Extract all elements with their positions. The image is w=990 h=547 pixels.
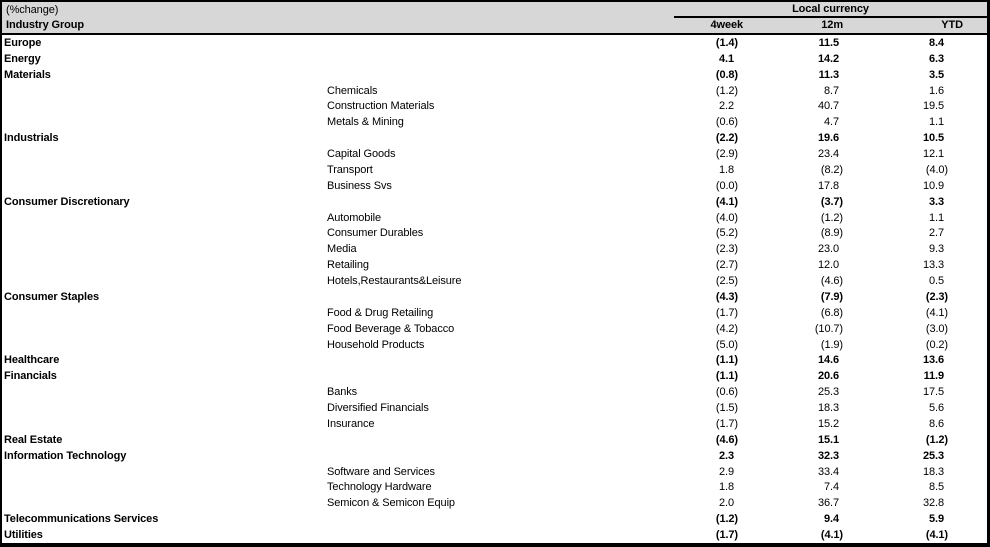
subgroup-cell: Software and Services [327,465,435,478]
value-12m: (4.6) [820,275,843,288]
value-4week: (0.0) [715,179,738,192]
value-ytd: 1.1 [929,116,944,129]
value-4week: (1.2) [715,84,738,97]
value-ytd: 25.3 [922,449,944,462]
table-row [2,51,987,67]
value-4week: (5.2) [715,227,738,240]
value-12m: (7.9) [820,290,843,303]
subgroup-cell: Technology Hardware [327,481,432,494]
value-12m: 8.7 [824,84,839,97]
value-4week: (1.1) [715,370,738,383]
value-4week: (4.0) [715,211,738,224]
value-4week: (0.8) [715,68,738,81]
table-row [2,416,987,432]
subgroup-cell: Food & Drug Retailing [327,306,434,319]
industry-group-cell: Europe [4,36,42,49]
subgroup-cell: Insurance [327,417,375,430]
subgroup-cell: Food Beverage & Tobacco [327,322,455,335]
subgroup-cell: Business Svs [327,179,392,192]
value-12m: (1.2) [820,211,843,224]
table-row [2,289,987,305]
subgroup-cell: Semicon & Semicon Equip [327,497,455,510]
value-12m: 14.2 [817,52,839,65]
column-header-12m: 12m [821,19,843,31]
value-12m: (8.2) [820,163,843,176]
value-ytd: (4.1) [925,529,948,542]
value-ytd: 1.1 [929,211,944,224]
table-row [2,527,987,543]
value-ytd: 8.4 [929,36,944,49]
value-ytd: 18.3 [922,465,944,478]
subgroup-cell: Chemicals [327,84,378,97]
value-ytd: 0.5 [929,275,944,288]
value-12m: 11.5 [818,36,839,49]
value-4week: (1.7) [715,417,738,430]
table-row [2,257,987,273]
table-row [2,337,987,353]
subgroup-cell: Diversified Financials [327,402,429,415]
table-row [2,511,987,527]
value-12m: 17.8 [817,179,839,192]
value-12m: 11.3 [818,68,839,81]
value-12m: 14.6 [817,354,839,367]
table-row [2,210,987,226]
industry-group-header: Industry Group [6,19,85,31]
value-ytd: 12.1 [922,148,944,161]
value-ytd: 17.5 [922,386,944,399]
value-4week: (2.2) [715,132,738,145]
value-12m: 18.3 [817,402,839,415]
value-12m: (8.9) [820,227,843,240]
value-12m: (4.1) [820,529,843,542]
table-header [2,2,987,35]
value-4week: 1.8 [719,163,734,176]
table-row [2,305,987,321]
subgroup-cell: Metals & Mining [327,116,404,129]
table-row [2,67,987,83]
value-ytd: 11.9 [923,370,944,383]
industry-group-cell: Real Estate [4,433,63,446]
value-4week: (1.2) [715,513,738,526]
value-ytd: 8.6 [929,417,944,430]
value-ytd: 2.7 [929,227,944,240]
industry-group-cell: Telecommunications Services [4,513,159,526]
value-4week: 2.9 [719,465,734,478]
value-4week: 4.1 [719,52,734,65]
industry-group-cell: Industrials [4,132,59,145]
table-row [2,194,987,210]
value-12m: 23.0 [817,243,839,256]
value-12m: 20.6 [817,370,839,383]
table-row [2,368,987,384]
table-row [2,241,987,257]
industry-group-cell: Utilities [4,529,43,542]
value-12m: 15.1 [817,433,839,446]
value-4week: (4.2) [715,322,738,335]
value-ytd: (4.0) [925,163,948,176]
subgroup-cell: Capital Goods [327,148,396,161]
percent-change-label: (%change) [6,4,59,16]
table-row [2,226,987,242]
value-ytd: 19.5 [922,100,944,113]
column-header-4week: 4week [710,19,743,31]
table-row [2,162,987,178]
value-4week: (1.7) [715,529,738,542]
value-12m: 23.4 [817,148,839,161]
table-row [2,178,987,194]
value-12m: 25.3 [817,386,839,399]
table-row [2,114,987,130]
table-row [2,464,987,480]
value-4week: (1.5) [715,402,738,415]
value-12m: (3.7) [820,195,843,208]
value-12m: 19.6 [817,132,839,145]
value-4week: 2.2 [719,100,734,113]
column-header-ytd: YTD [941,19,963,31]
industry-group-cell: Financials [4,370,57,383]
value-12m: (1.9) [820,338,843,351]
subgroup-cell: Media [327,243,357,256]
value-12m: 9.4 [824,513,839,526]
subgroup-cell: Automobile [327,211,382,224]
value-ytd: 9.3 [929,243,944,256]
value-12m: 32.3 [817,449,839,462]
value-4week: (2.7) [715,259,738,272]
value-ytd: 10.9 [922,179,944,192]
table-row [2,99,987,115]
value-12m: (6.8) [820,306,843,319]
local-currency-header: Local currency [792,3,869,15]
value-4week: (4.3) [715,290,738,303]
value-4week: (0.6) [715,386,738,399]
value-ytd: (0.2) [925,338,948,351]
table-row [2,384,987,400]
value-12m: 12.0 [817,259,839,272]
value-ytd: (3.0) [925,322,948,335]
subgroup-cell: Retailing [327,259,369,272]
value-4week: 2.0 [719,497,734,510]
industry-group-cell: Materials [4,68,51,81]
value-12m: 33.4 [817,465,839,478]
table-row [2,35,987,51]
table-body [2,35,987,543]
value-12m: 15.2 [817,417,839,430]
value-4week: (2.5) [715,275,738,288]
subgroup-cell: Transport [327,163,373,176]
subgroup-cell: Hotels,Restaurants&Leisure [327,275,462,288]
value-12m: 7.4 [824,481,839,494]
value-ytd: 6.3 [929,52,944,65]
value-ytd: 8.5 [929,481,944,494]
value-4week: (2.9) [715,148,738,161]
value-ytd: 3.5 [929,68,944,81]
table-row [2,400,987,416]
subgroup-cell: Consumer Durables [327,227,424,240]
table-row [2,353,987,369]
value-4week: 2.3 [719,449,734,462]
value-ytd: 5.6 [929,402,944,415]
value-12m: 4.7 [824,116,839,129]
value-4week: (0.6) [715,116,738,129]
value-4week: (5.0) [715,338,738,351]
subgroup-cell: Banks [327,386,358,399]
subgroup-cell: Construction Materials [327,100,435,113]
table-row [2,83,987,99]
table-row [2,480,987,496]
table-row [2,146,987,162]
table-row [2,321,987,337]
value-ytd: 32.8 [922,497,944,510]
value-ytd: 13.6 [922,354,944,367]
value-4week: (4.6) [715,433,738,446]
subgroup-cell: Household Products [327,338,425,351]
value-4week: (1.1) [715,354,738,367]
industry-group-cell: Information Technology [4,449,127,462]
value-ytd: (1.2) [925,433,948,446]
value-ytd: 3.3 [929,195,944,208]
table-row [2,432,987,448]
industry-group-cell: Healthcare [4,354,60,367]
value-ytd: 10.5 [922,132,944,145]
value-ytd: 1.6 [929,84,944,97]
table-row [2,273,987,289]
value-12m: 36.7 [817,497,839,510]
value-ytd: (4.1) [925,306,948,319]
industry-group-cell: Energy [4,52,41,65]
value-12m: (10.7) [814,322,843,335]
table-row [2,130,987,146]
currency-underline [674,16,987,18]
industry-group-cell: Consumer Staples [4,290,99,303]
value-4week: (2.3) [715,243,738,256]
value-ytd: (2.3) [925,290,948,303]
value-ytd: 5.9 [929,513,944,526]
value-12m: 40.7 [817,100,839,113]
value-4week: (1.4) [715,36,738,49]
value-4week: 1.8 [719,481,734,494]
value-4week: (1.7) [715,306,738,319]
table-row [2,448,987,464]
value-ytd: 13.3 [922,259,944,272]
table-row [2,495,987,511]
value-4week: (4.1) [715,195,738,208]
industry-group-cell: Consumer Discretionary [4,195,130,208]
